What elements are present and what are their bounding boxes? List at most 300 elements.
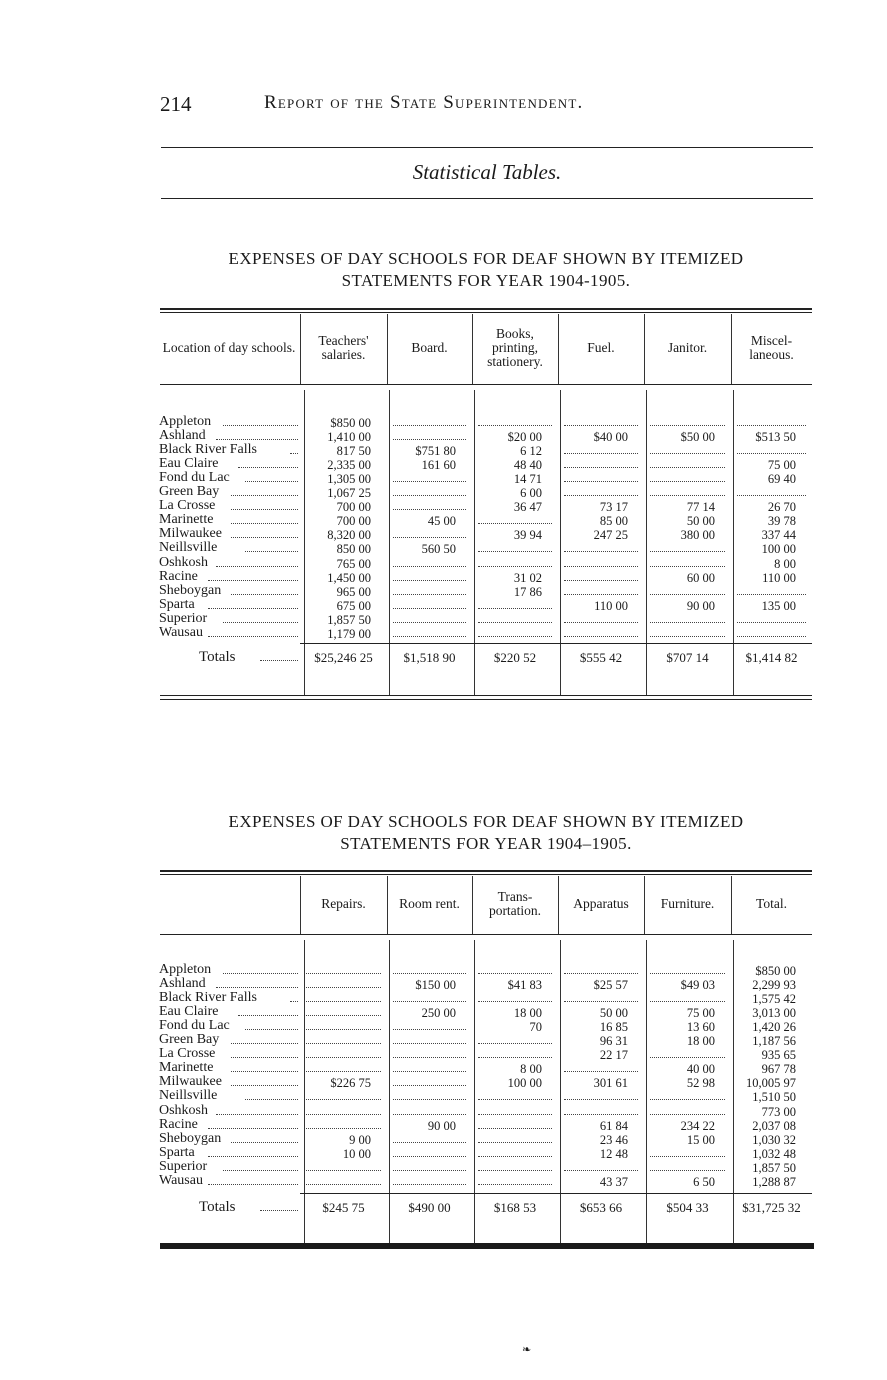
table1-header-0: Location of day schools. (162, 340, 296, 355)
table2-empty-cell (393, 1029, 466, 1030)
table2-empty-cell (393, 1043, 466, 1044)
table1-total-value: $220 52 (493, 650, 537, 665)
table2-cell: 1,288 87 (752, 1174, 796, 1189)
table1-empty-cell (650, 467, 725, 468)
table2-cell: 1,032 48 (752, 1146, 796, 1161)
table1-empty-cell (737, 495, 806, 496)
table1-row-label: Neillsville (159, 540, 218, 556)
page-number: 214 (160, 92, 192, 116)
table1-cell: $20 00 (507, 430, 542, 445)
table2-empty-cell (650, 1001, 725, 1002)
table2-row-label: Green Bay (159, 1032, 220, 1048)
table2-empty-cell (393, 1057, 466, 1058)
table2-leader-dots (290, 1001, 298, 1002)
table1-bottom-rule (160, 695, 812, 696)
table1-header-2: Board. (411, 340, 448, 355)
table1-empty-cell (737, 622, 806, 623)
table2-header-2: Room rent. (399, 896, 460, 911)
table2-total-value: $245 75 (322, 1200, 365, 1215)
table2-leader-dots (223, 1170, 298, 1171)
table1-empty-cell (564, 467, 638, 468)
table2-empty-cell (564, 1001, 638, 1002)
table2-row-label: Eau Claire (159, 1004, 219, 1020)
table2-total-value: $653 66 (579, 1200, 623, 1215)
table1-cell: 8,320 00 (327, 528, 371, 543)
table1-cell: 1,857 50 (327, 612, 371, 627)
table1-empty-cell (650, 622, 725, 623)
table1-row-label: Black River Falls (159, 442, 257, 458)
table2-leader-dots (208, 1128, 298, 1129)
table1-cell: 675 00 (336, 598, 371, 613)
table1-row-label: Appleton (159, 414, 212, 429)
table2-cell: 61 84 (599, 1118, 628, 1133)
table2-empty-cell (478, 1057, 552, 1058)
table1-empty-cell (393, 439, 466, 440)
table1-cell: 700 00 (336, 514, 371, 529)
table2-cell: 1,575 42 (752, 992, 796, 1007)
table2-cell: 90 00 (427, 1118, 456, 1133)
table1-cell: 50 00 (686, 514, 715, 529)
table1-cell: 73 17 (599, 500, 628, 515)
table2-leader-dots (216, 987, 298, 988)
table2-cell: 9 00 (349, 1132, 371, 1147)
table2-row-label: Fond du Lac (159, 1018, 230, 1034)
table1-row-label: Superior (159, 610, 208, 626)
table2-cell: 250 00 (421, 1006, 456, 1021)
table1-row-label: Milwaukee (159, 526, 222, 542)
table2-body-divider (474, 940, 475, 1243)
table1-row-label: Oshkosh (159, 554, 209, 570)
table1-leader-dots (208, 608, 298, 609)
table2-empty-cell (393, 1099, 466, 1100)
table2-empty-cell (306, 987, 381, 988)
table1-cell: 75 00 (767, 458, 796, 473)
table2-empty-cell (306, 1170, 381, 1171)
table2-cell: 935 65 (761, 1048, 796, 1063)
table1-empty-cell (564, 495, 638, 496)
table2-cell: 301 61 (593, 1076, 628, 1091)
table2-totals-leader (260, 1210, 298, 1211)
table1-empty-cell (650, 566, 725, 567)
table1-leader-dots (208, 636, 298, 637)
table1-top-rule (160, 308, 812, 310)
table1-cell: 1,410 00 (327, 430, 371, 445)
table2-totals-rule (300, 1193, 812, 1194)
table1-leader-dots (238, 467, 298, 468)
table1-empty-cell (393, 495, 466, 496)
table2-cell: 22 17 (599, 1048, 628, 1063)
table1-cell: 45 00 (427, 514, 456, 529)
table1-leader-dots (231, 537, 298, 538)
table2-title-line1: EXPENSES OF DAY SCHOOLS FOR DEAF SHOWN BY ITEMIZED (228, 812, 744, 831)
table1-cell: 39 94 (513, 528, 542, 543)
section-title: Statistical Tables. (412, 160, 562, 184)
table1-cell: 161 60 (421, 458, 456, 473)
table2-cell: 1,420 26 (752, 1020, 796, 1035)
table2-cell: 10,005 97 (746, 1076, 796, 1091)
table1-empty-cell (737, 453, 806, 454)
table2-bottom-rule (160, 1243, 814, 1249)
table2-empty-cell (306, 1099, 381, 1100)
table2-row-label: Marinette (159, 1060, 214, 1076)
table1-cell: 77 14 (686, 500, 715, 515)
table1-empty-cell (393, 509, 466, 510)
table2-cell: 43 37 (599, 1174, 628, 1189)
table1-empty-cell (650, 425, 725, 426)
table1-title (158, 248, 814, 292)
table1-leader-dots (290, 453, 298, 454)
table1-cell: 90 00 (686, 598, 715, 613)
table2-empty-cell (306, 1029, 381, 1030)
table1-leader-dots (208, 580, 298, 581)
table2-empty-cell (650, 1099, 725, 1100)
table2-cell: $850 00 (755, 964, 796, 978)
table2-cell: 13 60 (686, 1020, 715, 1035)
table2-cell: 1,857 50 (752, 1160, 796, 1175)
table2-cell: 6 50 (693, 1174, 715, 1189)
table2-empty-cell (306, 973, 381, 974)
table2-leader-dots (208, 1156, 298, 1157)
table1-empty-cell (737, 636, 806, 637)
table2-empty-cell (306, 1043, 381, 1044)
table1-total-value: $25,246 25 (314, 650, 373, 665)
table1-empty-cell (564, 594, 638, 595)
table2-cell: 50 00 (599, 1006, 628, 1021)
table2-empty-cell (564, 1170, 638, 1171)
table1-row-label: Wausau (159, 624, 203, 640)
table1-title-line2: STATEMENTS FOR YEAR 1904-1905. (341, 271, 631, 290)
table2-leader-dots (245, 1099, 298, 1100)
table1-empty-cell (393, 537, 466, 538)
table1-row-label: Eau Claire (159, 456, 219, 472)
table1-cell: 31 02 (513, 570, 542, 585)
table1-header-4: Fuel. (587, 340, 615, 355)
table2-cell: 23 46 (599, 1132, 628, 1147)
table1-cell: $40 00 (593, 430, 628, 445)
table1-cell: 1,450 00 (327, 570, 371, 585)
table1-empty-cell (393, 622, 466, 623)
table1-empty-cell (564, 551, 638, 552)
table2-leader-dots (231, 1085, 298, 1086)
table2-empty-cell (393, 1170, 466, 1171)
table1-cell: 765 00 (336, 556, 371, 571)
table1-empty-cell (564, 636, 638, 637)
table1-cell: 69 40 (767, 472, 796, 487)
table1-leader-dots (223, 622, 298, 623)
table1-empty-cell (564, 566, 638, 567)
table2-header-5: Furniture. (660, 896, 715, 911)
table2-total-value: $168 53 (493, 1200, 537, 1215)
table2-empty-cell (564, 1099, 638, 1100)
table1-empty-cell (564, 622, 638, 623)
table1-leader-dots (231, 509, 298, 510)
table1-empty-cell (393, 608, 466, 609)
table2-total-value: $504 33 (666, 1200, 709, 1215)
table2-title-line2: STATEMENTS FOR YEAR 1904–1905. (340, 834, 632, 853)
table2-cell: 12 48 (599, 1146, 628, 1161)
table1-cell: 110 00 (594, 598, 628, 613)
table1-empty-cell (650, 495, 725, 496)
table2-empty-cell (393, 973, 466, 974)
table1-empty-cell (650, 551, 725, 552)
table2-empty-cell (306, 1057, 381, 1058)
table1-header-rule (160, 384, 812, 385)
table1-empty-cell (478, 636, 552, 637)
table1-empty-cell (478, 608, 552, 609)
table1-cell: 39 78 (767, 514, 796, 529)
table1-totals-leader (260, 660, 298, 661)
table2-row-label: Black River Falls (159, 990, 257, 1006)
table2-empty-cell (306, 1001, 381, 1002)
table1-row-label: Sparta (159, 596, 195, 612)
table2-empty-cell (393, 1085, 466, 1086)
table2-row-label: La Crosse (159, 1046, 216, 1062)
table2-leader-dots (208, 1184, 298, 1185)
table2-top-rule (160, 870, 812, 872)
table1-bottom-rule-outer (160, 699, 812, 700)
table1-cell: 135 00 (761, 598, 796, 613)
table2-empty-cell (306, 1114, 381, 1115)
table1-empty-cell (393, 481, 466, 482)
table2-leader-dots (245, 1029, 298, 1030)
table2-cell: 1,510 50 (752, 1090, 796, 1105)
table2-empty-cell (650, 973, 725, 974)
table2-empty-cell (393, 1184, 466, 1185)
section-rule (161, 198, 813, 199)
table2-leader-dots (231, 1142, 298, 1143)
table1-leader-dots (223, 425, 298, 426)
table1-leader-dots (231, 495, 298, 496)
table2-cell: 773 00 (761, 1104, 796, 1119)
table2-cell: $41 83 (507, 978, 542, 993)
table1-cell: 337 44 (761, 528, 796, 543)
table2-empty-cell (478, 1001, 552, 1002)
table1-cell: $751 80 (415, 444, 456, 459)
table1-top-rule-inner (160, 312, 812, 313)
table1-cell: 247 25 (593, 528, 628, 543)
table1-empty-cell (393, 566, 466, 567)
table1-empty-cell (478, 425, 552, 426)
table2-cell: 1,187 56 (752, 1034, 796, 1049)
table2-empty-cell (564, 973, 638, 974)
table1-empty-cell (478, 622, 552, 623)
running-head (160, 92, 812, 120)
table2-empty-cell (478, 1184, 552, 1185)
table2-cell: $49 03 (680, 978, 715, 993)
table1-cell: $50 00 (680, 430, 715, 445)
table2-header-0 (158, 878, 300, 930)
table1-row-label: Sheboygan (159, 582, 222, 598)
head-rule (161, 147, 813, 148)
table2-cell: 18 00 (513, 1006, 542, 1021)
table1-cell: $850 00 (330, 416, 371, 430)
table1-cell: 700 00 (336, 500, 371, 515)
table1-empty-cell (650, 594, 725, 595)
table1-empty-cell (478, 523, 552, 524)
table2-empty-cell (393, 1156, 466, 1157)
table1-cell: 560 50 (421, 542, 456, 557)
table1-empty-cell (564, 425, 638, 426)
table2-empty-cell (306, 1071, 381, 1072)
table1-cell: 1,305 00 (327, 472, 371, 487)
table2-cell: 3,013 00 (752, 1006, 796, 1021)
table1-cell: 380 00 (680, 528, 715, 543)
table2-cell: 75 00 (686, 1006, 715, 1021)
table2-row-label: Sparta (159, 1144, 195, 1160)
table2-body-divider (646, 940, 647, 1243)
table1-title-line1: EXPENSES OF DAY SCHOOLS FOR DEAF SHOWN BY ITEMIZED (228, 249, 744, 268)
table1-cell: 60 00 (686, 570, 715, 585)
table2-empty-cell (393, 1001, 466, 1002)
table2-cell: 70 (529, 1020, 542, 1035)
table2-header-6: Total. (756, 896, 787, 911)
table1-header-5: Janitor. (667, 340, 708, 355)
table2-empty-cell (393, 1142, 466, 1143)
table1-cell: 6 12 (520, 444, 542, 459)
table1-empty-cell (393, 580, 466, 581)
table2-body-divider (389, 940, 390, 1243)
table2-empty-cell (478, 1043, 552, 1044)
table1-cell: 965 00 (336, 584, 371, 599)
table2-leader-dots (223, 973, 298, 974)
table1-empty-cell (393, 636, 466, 637)
table2-empty-cell (564, 1071, 638, 1072)
table1-empty-cell (564, 580, 638, 581)
table1-cell: 100 00 (761, 542, 796, 557)
table1-cell: 850 00 (336, 542, 371, 557)
table1-empty-cell (478, 566, 552, 567)
table2-cell: 8 00 (520, 1062, 542, 1077)
table1-empty-cell (564, 481, 638, 482)
table1-totals-label: Totals (199, 649, 236, 665)
table2-empty-cell (478, 1156, 552, 1157)
table2-top-rule-inner (160, 874, 812, 875)
table2-row-label: Racine (159, 1116, 198, 1132)
table1-total-value: $555 42 (579, 650, 623, 665)
table2-empty-cell (650, 1057, 725, 1058)
table2-row-label: Oshkosh (159, 1102, 209, 1118)
table2-header-4: Apparatus (573, 896, 629, 911)
table2-cell: 2,037 08 (752, 1118, 796, 1133)
table1-cell: 110 00 (762, 570, 796, 585)
table2-empty-cell (478, 1128, 552, 1129)
table2-row-label: Milwaukee (159, 1074, 222, 1090)
table1-cell: 85 00 (599, 514, 628, 529)
table1-total-value: $1,414 82 (745, 650, 798, 665)
table1-empty-cell (393, 425, 466, 426)
table2-empty-cell (393, 1114, 466, 1115)
table2-title (158, 811, 814, 855)
table2-cell: $226 75 (330, 1076, 371, 1091)
table2-row-label: Appleton (159, 962, 212, 977)
table1-header-3: Books, printing, stationery. (487, 326, 543, 369)
table1-empty-cell (393, 594, 466, 595)
table1-row-label: Fond du Lac (159, 470, 230, 486)
table1-cell: 17 86 (513, 584, 542, 599)
table2-empty-cell (478, 1099, 552, 1100)
table1-leader-dots (245, 551, 298, 552)
table2-cell: 967 78 (761, 1062, 796, 1077)
table2-header-3: Trans- portation. (488, 889, 542, 918)
table1-cell: 14 71 (513, 472, 542, 487)
table1-cell: 1,179 00 (327, 626, 371, 641)
table2-total-value: $31,725 32 (742, 1200, 801, 1215)
table1-cell: 2,335 00 (327, 458, 371, 473)
table1-empty-cell (737, 594, 806, 595)
table2-cell: 1,030 32 (752, 1132, 796, 1147)
table2-cell: 18 00 (686, 1034, 715, 1049)
table2-cell: 234 22 (680, 1118, 715, 1133)
table2-row-label: Superior (159, 1158, 208, 1174)
table2-leader-dots (238, 1015, 298, 1016)
table2-cell: 15 00 (686, 1132, 715, 1147)
table1-leader-dots (245, 481, 298, 482)
table2-cell: 2,299 93 (752, 978, 796, 993)
table1-leader-dots (216, 566, 298, 567)
table1-header-6: Miscel- laneous. (749, 333, 794, 362)
table2-cell: 40 00 (686, 1062, 715, 1077)
table1-empty-cell (650, 453, 725, 454)
table2-empty-cell (306, 1015, 381, 1016)
table2-empty-cell (306, 1184, 381, 1185)
table2-cell: 100 00 (507, 1076, 542, 1091)
table1-cell: 6 00 (520, 486, 542, 501)
table2-total-value: $490 00 (408, 1200, 451, 1215)
table1-row-label: Green Bay (159, 484, 220, 500)
table2-row-label: Neillsville (159, 1088, 218, 1104)
table2-body-divider (560, 940, 561, 1243)
table1-empty-cell (650, 636, 725, 637)
table2-empty-cell (478, 1142, 552, 1143)
table2-empty-cell (564, 1114, 638, 1115)
table2-leader-dots (231, 1043, 298, 1044)
table2-body-divider (304, 940, 305, 1243)
table1-total-value: $707 14 (666, 650, 709, 665)
table1-totals-rule (300, 643, 812, 644)
table1-leader-dots (231, 594, 298, 595)
table2-empty-cell (478, 973, 552, 974)
table2-empty-cell (478, 1114, 552, 1115)
table1-cell: 817 50 (336, 444, 371, 459)
table1-empty-cell (737, 425, 806, 426)
table1-header-1: Teachers' salaries. (318, 333, 369, 362)
table1-empty-cell (650, 481, 725, 482)
table2-header-1: Repairs. (321, 896, 366, 911)
table2-empty-cell (650, 1156, 725, 1157)
table1-row-label: Racine (159, 568, 198, 584)
table1-total-value: $1,518 90 (403, 650, 456, 665)
table2-row-label: Sheboygan (159, 1130, 222, 1146)
table1-row-label: La Crosse (159, 498, 216, 514)
table2-header-rule (160, 934, 812, 935)
table2-cell: 16 85 (599, 1020, 628, 1035)
table1-cell: 8 00 (774, 556, 796, 571)
table2-totals-label: Totals (199, 1199, 236, 1215)
table1-cell: 26 70 (767, 500, 796, 515)
table1-leader-dots (216, 439, 298, 440)
table1-row-label: Marinette (159, 512, 214, 528)
table2-empty-cell (650, 1114, 725, 1115)
table2-leader-dots (216, 1114, 298, 1115)
running-head-title: Report of the State Superintendent. (264, 92, 584, 113)
table1-cell: 36 47 (513, 500, 542, 515)
table2-body-divider (733, 940, 734, 1243)
table1-cell: 1,067 25 (327, 486, 371, 501)
table2-empty-cell (650, 1170, 725, 1171)
table2-cell: $150 00 (415, 978, 456, 993)
table2-cell: 52 98 (686, 1076, 715, 1091)
table1-row-label: Ashland (159, 428, 206, 444)
